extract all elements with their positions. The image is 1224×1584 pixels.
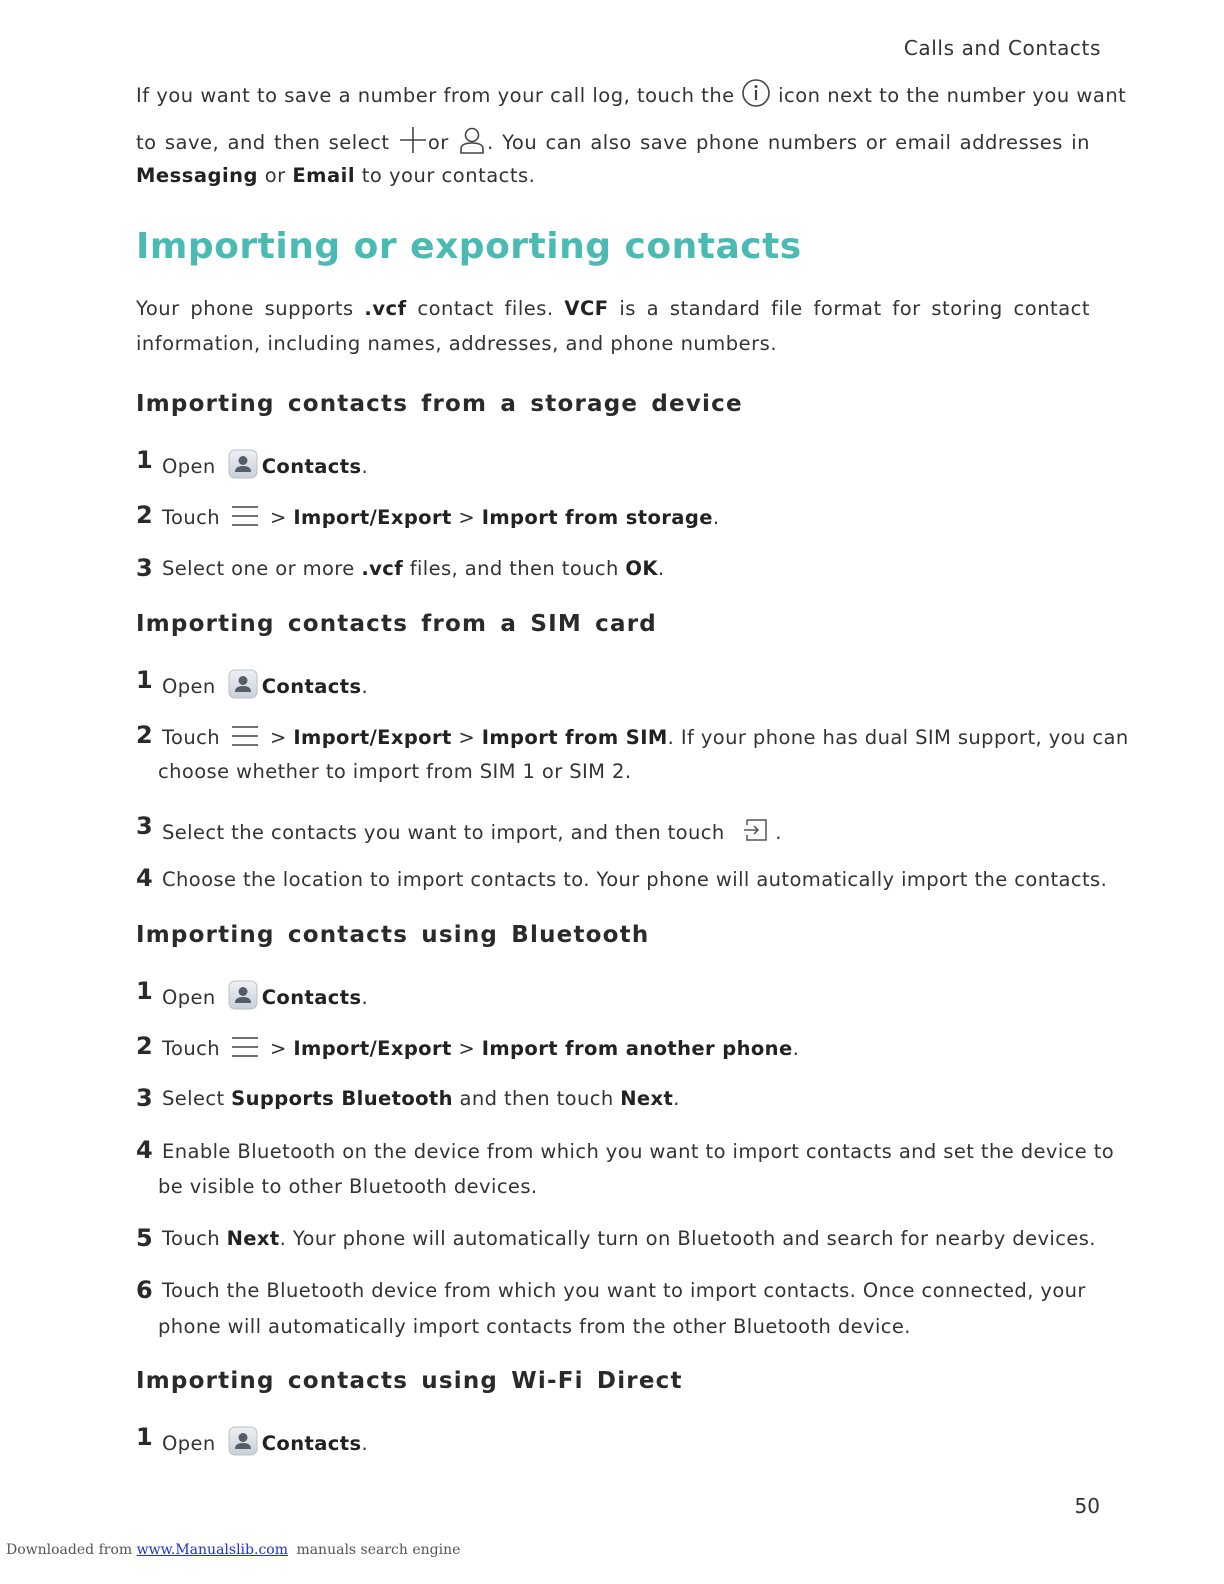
step-number: 1	[136, 446, 153, 474]
step-number: 2	[136, 721, 153, 749]
import-export-label: Import/Export	[293, 1037, 452, 1060]
main-heading: Importing or exporting contacts	[136, 226, 802, 267]
sim-step-2-cont: choose whether to import from SIM 1 or SIM 2.	[158, 760, 632, 783]
storage-step-2	[162, 504, 719, 529]
email-app-name: Email	[292, 164, 356, 187]
step-text: Select the contacts you want to import, and then touch	[162, 821, 725, 844]
punct: .	[775, 821, 782, 844]
sim-step-2	[162, 724, 1129, 749]
arrow-sep: >	[269, 506, 287, 529]
arrow-sep: >	[458, 506, 476, 529]
punct: .	[792, 1037, 800, 1060]
bt-step-4-cont: be visible to other Bluetooth devices.	[158, 1175, 538, 1198]
import-icon	[741, 815, 771, 845]
punct: .	[361, 455, 369, 478]
punct: .	[673, 1087, 680, 1110]
page-number: 50	[1074, 1494, 1100, 1518]
step-number: 4	[136, 864, 153, 892]
bt-step-2	[162, 1035, 799, 1060]
next-label: Next	[226, 1227, 280, 1250]
punct: .	[361, 675, 369, 698]
menu-icon	[230, 504, 260, 528]
bt-step-1	[162, 980, 368, 1010]
menu-icon	[230, 724, 260, 748]
step-number: 6	[136, 1276, 153, 1304]
contacts-app-icon	[228, 1426, 258, 1456]
punct: .	[712, 506, 720, 529]
vcf-para-line-1	[136, 297, 1090, 320]
contacts-label: Contacts	[261, 986, 362, 1009]
step-number: 3	[136, 812, 153, 840]
plus-icon	[398, 125, 428, 155]
import-export-label: Import/Export	[293, 506, 452, 529]
punct: .	[657, 557, 665, 580]
intro-or: or	[264, 164, 286, 187]
bt-step-5	[162, 1227, 1096, 1250]
contacts-label: Contacts	[261, 455, 362, 478]
step-number: 5	[136, 1224, 153, 1252]
step-number: 3	[136, 1084, 153, 1112]
vcf-ext: .vcf	[361, 557, 404, 580]
intro-text: to save, and then select	[136, 131, 390, 154]
menu-icon	[230, 1035, 260, 1059]
arrow-sep: >	[269, 1037, 287, 1060]
sim-step-3	[162, 815, 782, 845]
step-text: . If your phone has dual SIM support, you can	[667, 726, 1129, 749]
bt-step-6-cont: phone will automatically import contacts from the other Bluetooth device.	[158, 1315, 911, 1338]
storage-step-1	[162, 449, 368, 479]
step-text: . Your phone will automatically turn on Bluetooth and search for nearby devices.	[279, 1227, 1096, 1250]
sim-step-1	[162, 669, 368, 699]
step-verb: Open	[162, 455, 216, 478]
manualslib-link[interactable]: www.Manualslib.com	[136, 1542, 288, 1558]
intro-text: If you want to save a number from your call log, touch the	[136, 84, 735, 107]
punct: .	[361, 986, 369, 1009]
ok-label: OK	[625, 557, 658, 580]
intro-or: or	[427, 131, 449, 154]
footer-prefix: Downloaded from	[6, 1542, 133, 1558]
vcf-acronym: VCF	[564, 297, 609, 320]
intro-line-3	[136, 164, 1090, 187]
step-verb: Touch	[162, 726, 220, 749]
intro-line-1	[136, 78, 1127, 108]
step-verb: Touch	[162, 1227, 220, 1250]
step-text: and then touch	[459, 1087, 614, 1110]
next-label: Next	[620, 1087, 674, 1110]
step-verb: Touch	[162, 506, 220, 529]
sim-step-4: Choose the location to import contacts to. Your phone will automatically import the contacts.	[162, 868, 1108, 891]
vcf-text: Your phone supports	[136, 297, 354, 320]
section-title-storage: Importing contacts from a storage device	[136, 391, 743, 417]
intro-text: icon next to the number you want	[778, 84, 1127, 107]
page-header-title: Calls and Contacts	[903, 36, 1101, 60]
contacts-app-icon	[228, 669, 258, 699]
contacts-label: Contacts	[261, 675, 362, 698]
step-number: 1	[136, 977, 153, 1005]
intro-text: . You can also save phone numbers or email addresses in	[487, 131, 1091, 154]
intro-line-2	[136, 125, 1090, 155]
step-number: 4	[136, 1136, 153, 1164]
bt-step-6: Touch the Bluetooth device from which you want to import contacts. Once connected, your	[162, 1279, 1086, 1302]
step-verb: Touch	[162, 1037, 220, 1060]
step-number: 1	[136, 666, 153, 694]
punct: .	[361, 1432, 369, 1455]
step-text: Select	[162, 1087, 225, 1110]
download-footer	[6, 1542, 460, 1558]
bt-step-4: Enable Bluetooth on the device from which you want to import contacts and set the device to	[162, 1140, 1115, 1163]
vcf-text: contact files.	[417, 297, 554, 320]
arrow-sep: >	[458, 1037, 476, 1060]
info-icon	[741, 78, 771, 108]
step-verb: Open	[162, 986, 216, 1009]
arrow-sep: >	[269, 726, 287, 749]
bt-step-3	[162, 1087, 680, 1110]
wifi-step-1	[162, 1426, 368, 1456]
supports-bluetooth-label: Supports Bluetooth	[231, 1087, 453, 1110]
person-icon	[457, 125, 487, 155]
step-verb: Open	[162, 675, 216, 698]
import-export-label: Import/Export	[293, 726, 452, 749]
contacts-label: Contacts	[261, 1432, 362, 1455]
messaging-app-name: Messaging	[136, 164, 258, 187]
step-text: Select one or more	[162, 557, 355, 580]
footer-suffix: manuals search engine	[296, 1542, 461, 1558]
step-number: 2	[136, 1032, 153, 1060]
import-from-storage-label: Import from storage	[481, 506, 713, 529]
step-number: 2	[136, 501, 153, 529]
step-number: 3	[136, 554, 153, 582]
storage-step-3	[162, 557, 665, 580]
section-title-wifi-direct: Importing contacts using Wi-Fi Direct	[136, 1368, 683, 1394]
section-title-bluetooth: Importing contacts using Bluetooth	[136, 922, 650, 948]
step-text: files, and then touch	[409, 557, 619, 580]
vcf-text: is a standard file format for storing contact	[619, 297, 1091, 320]
contacts-app-icon	[228, 449, 258, 479]
import-from-another-phone-label: Import from another phone	[481, 1037, 793, 1060]
step-number: 1	[136, 1423, 153, 1451]
section-title-sim: Importing contacts from a SIM card	[136, 611, 657, 637]
intro-text: to your contacts.	[361, 164, 536, 187]
vcf-para-line-2: information, including names, addresses, and phone numbers.	[136, 332, 778, 355]
import-from-sim-label: Import from SIM	[481, 726, 668, 749]
step-verb: Open	[162, 1432, 216, 1455]
vcf-ext: .vcf	[364, 297, 407, 320]
contacts-app-icon	[228, 980, 258, 1010]
arrow-sep: >	[458, 726, 476, 749]
